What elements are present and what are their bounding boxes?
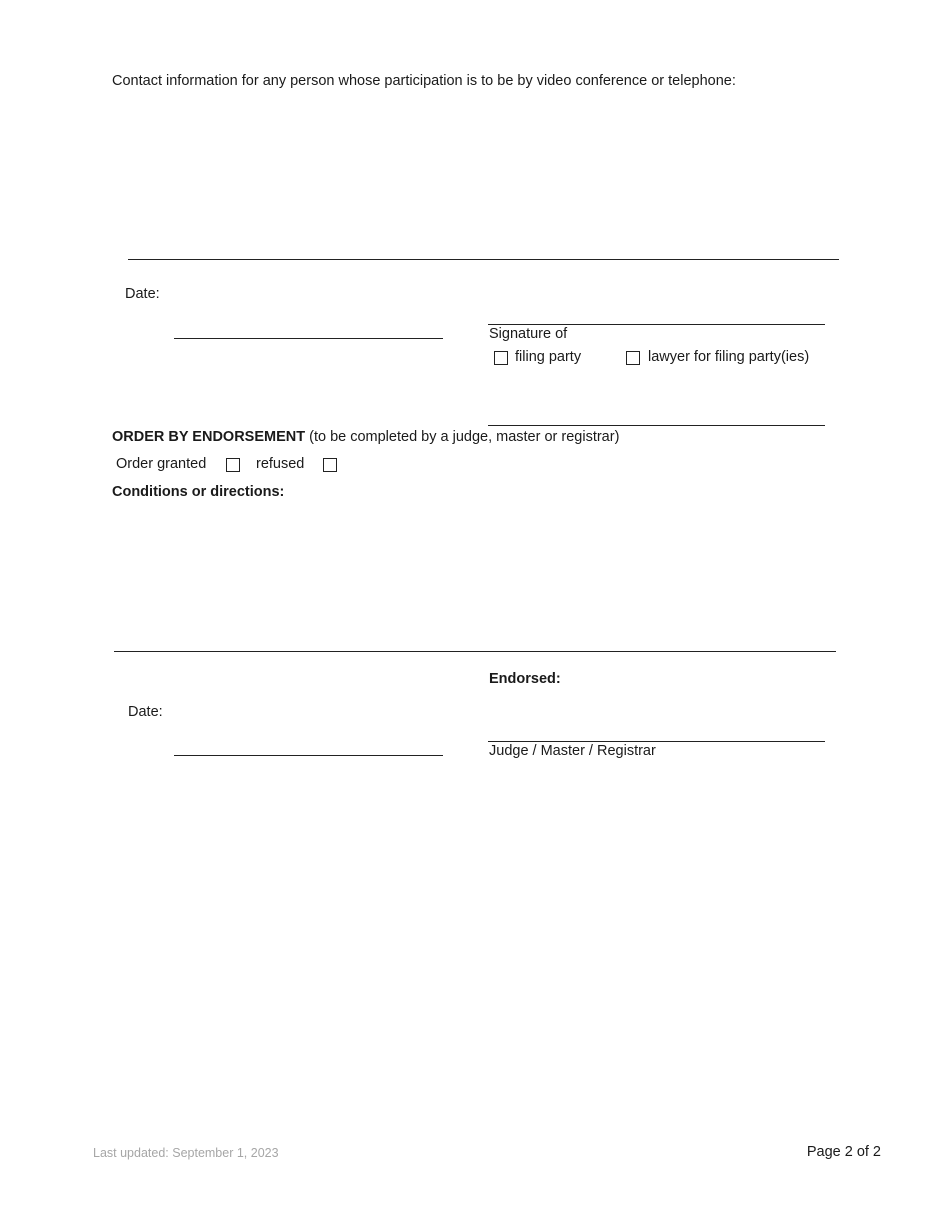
page-number: Page 2 of 2 (806, 1144, 881, 1160)
order-refused-label: refused (256, 456, 305, 472)
signature-of-label: Signature of (489, 326, 568, 342)
conditions-line (114, 651, 836, 652)
judge-signature-line[interactable] (488, 741, 825, 742)
filing-signature-line[interactable] (488, 324, 825, 325)
last-updated: Last updated: September 1, 2023 (93, 1146, 279, 1160)
filing-party-checkbox[interactable] (494, 351, 508, 365)
order-granted-checkbox[interactable] (226, 458, 240, 472)
endorsement-date-input[interactable] (175, 731, 445, 755)
endorsement-date-label: Date: (128, 704, 163, 720)
filing-date-input[interactable] (175, 314, 445, 338)
endorsed-label: Endorsed: (489, 671, 561, 687)
order-granted-label: Order granted (116, 456, 207, 472)
filing-date-line (174, 338, 443, 339)
order-heading-note: (to be completed by a judge, master or registrar) (305, 429, 620, 445)
lawyer-checkbox[interactable] (626, 351, 640, 365)
judge-master-registrar-label: Judge / Master / Registrar (489, 743, 656, 759)
order-refused-checkbox[interactable] (323, 458, 337, 472)
conditions-label: Conditions or directions: (112, 484, 285, 500)
order-heading (112, 429, 619, 445)
order-heading-bold: ORDER BY ENDORSEMENT (112, 429, 306, 445)
contact-info-field[interactable] (112, 98, 842, 258)
filing-party-label: filing party (515, 349, 582, 365)
filing-second-line (488, 425, 825, 426)
filing-date-label: Date: (125, 286, 160, 302)
contact-info-line (128, 259, 839, 260)
contact-info-label: Contact information for any person whose participation is to be by video conference or telephone: (112, 73, 736, 89)
lawyer-label: lawyer for filing party(ies) (648, 349, 810, 365)
conditions-field[interactable] (112, 508, 838, 650)
endorsement-date-line (174, 755, 443, 756)
